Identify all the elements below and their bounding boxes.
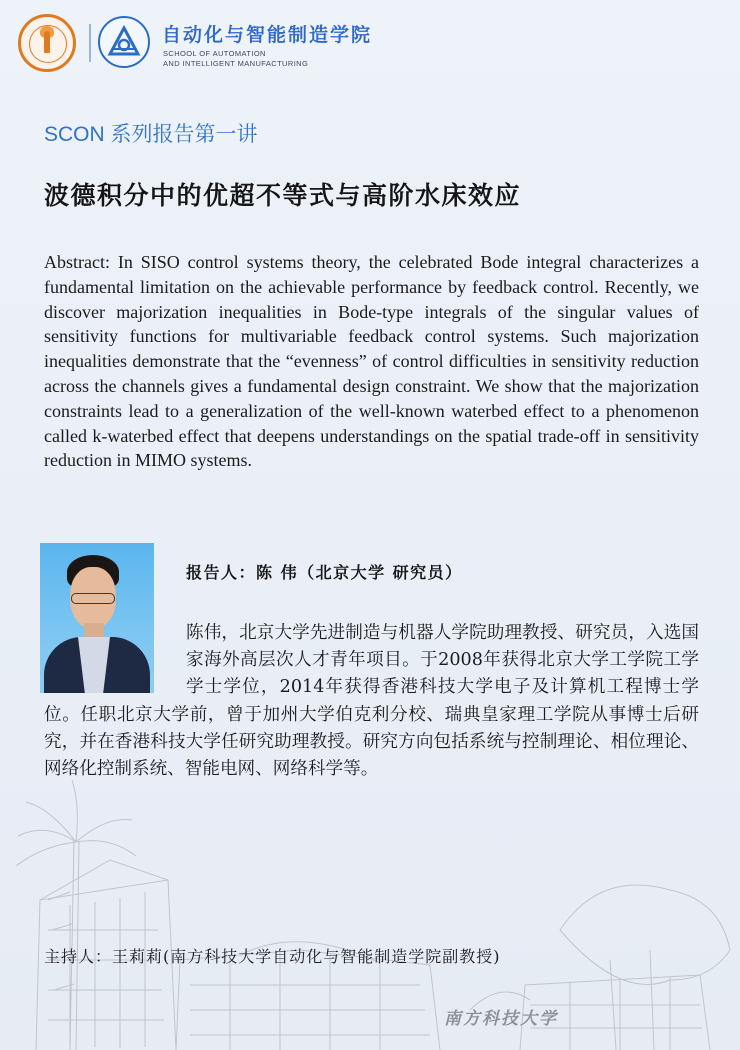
speaker-label: 报告人：陈 伟（北京大学 研究员） [186, 563, 463, 582]
abstract-text: Abstract: In SISO control systems theory, the celebrated Bode integral characterizes a fundamental limitation on the achievable performance by feedback control. Recently, we discover majorization inequalities in Bode-type integrals of the singular values of sensitivity functions for multivariable feedback control systems. Such majorization inequalities demonstrate that the “evenness” of control difficulties in sensitivity reduction across the channels gives a fundamental design constraint. We show that the majorization constraints lead to a generalization of the well-known waterbed effect to a phenomenon called k-waterbed effect that deepens understandings on the spatial trade-off in sensitivity reduction in MIMO systems. [44, 252, 699, 471]
speaker-bio: 陈伟，北京大学先进制造与机器人学院助理教授、研究员，入选国家海外高层次人才青年项目。于2008年获得北京大学工学院工学学士学位，2014年获得香港科技大学电子及计算机工程博士学位。任职北京大学前，曾于加州大学伯克利分校、瑞典皇家理工学院从事博士后研究，并在香港科技大学任研究助理教授。研究方向包括系统与控制理论、相位理论、网络化控制系统、智能电网、网络科学等。 [44, 623, 699, 780]
header [18, 14, 438, 76]
header-divider [89, 24, 91, 62]
report-series: SCON 系列报告第一讲 [44, 123, 258, 146]
school-name-en-line2: AND INTELLIGENT MANUFACTURING [163, 59, 309, 68]
university-calligraphy: 南方科技大学 [444, 1009, 558, 1029]
speaker-bio-block [44, 620, 699, 783]
photo-wrap-spacer [44, 620, 186, 700]
talk-title: 波德积分中的优超不等式与高阶水床效应 [44, 181, 522, 210]
school-name-en-line1: SCHOOL OF AUTOMATION [163, 49, 266, 58]
university-seal-logo [18, 14, 76, 72]
school-name-cn: 自动化与智能制造学院 [162, 24, 373, 46]
school-emblem-logo [98, 16, 150, 68]
host-label: 主持人：王莉莉(南方科技大学自动化与智能制造学院副教授) [44, 947, 501, 966]
